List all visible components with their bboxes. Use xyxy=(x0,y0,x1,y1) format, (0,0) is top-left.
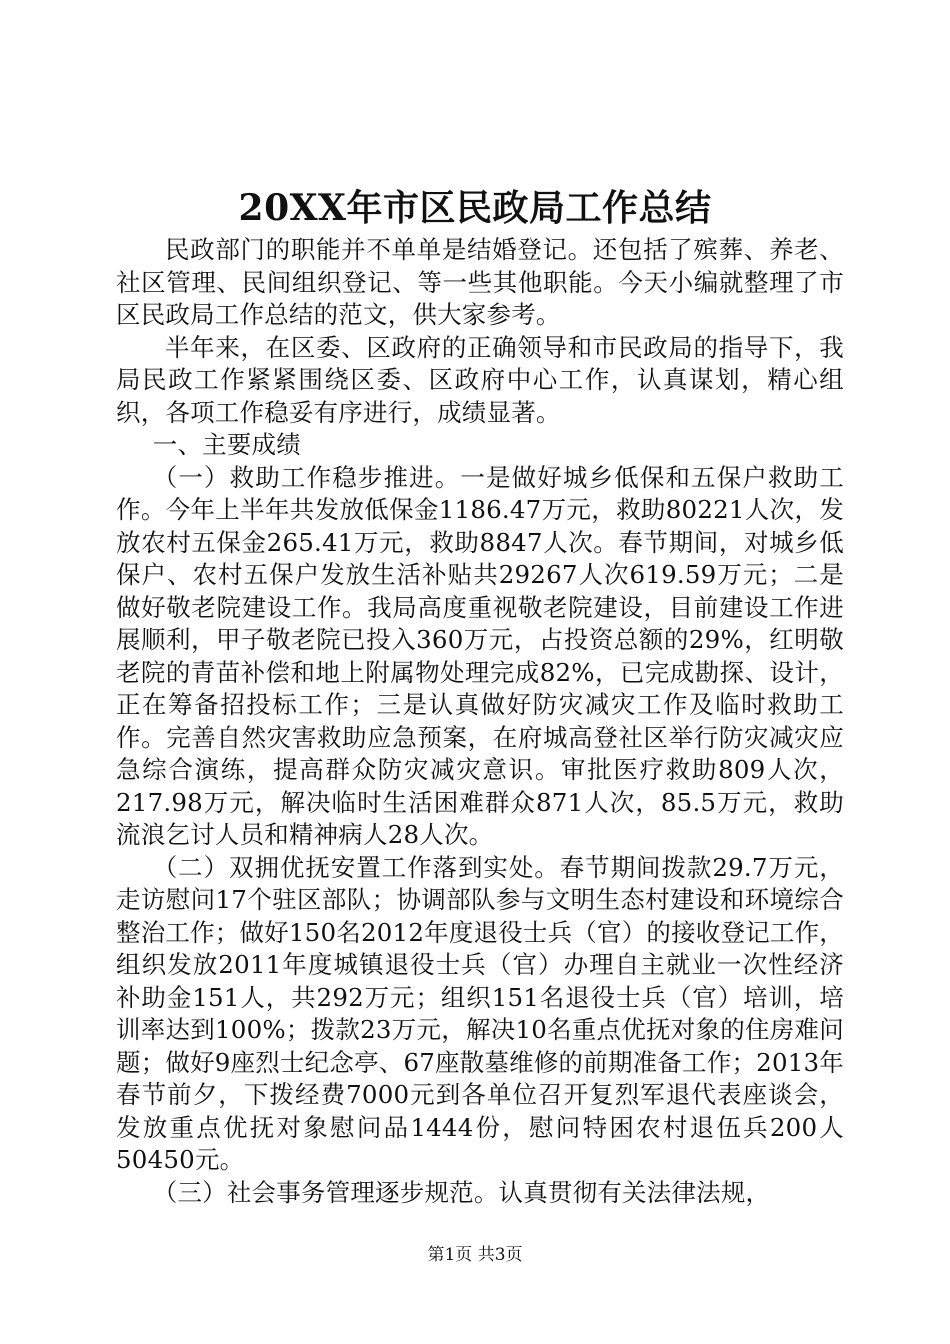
page-footer: 第1页 共3页 xyxy=(427,1245,523,1265)
section-heading-main-achievements: 一、主要成绩 xyxy=(152,430,301,459)
social-affairs-paragraph: （三）社会事务管理逐步规范。认真贯彻有关法律法规， xyxy=(152,1177,771,1207)
summary-paragraph: 半年来，在区委、区政府的正确领导和市民政局的指导下，我局民政工作紧紧围绕区委、区政府中心工作，认真谋划，精心组织，各项工作稳妥有序进行，成绩显著。 xyxy=(116,332,844,427)
relief-work-paragraph: （一）救助工作稳步推进。一是做好城乡低保和五保户救助工作。今年上半年共发放低保金1186.47万元，救助80221人次，发放农村五保金265.41万元，救助8847人次。春节期间，对城乡低保户、农村五保户发放生活补贴共29267人次619.59万元；二是做好敬老院建设工作。我局高度重视敬老院建设，目前建设工作进展顺利，甲子敬老院已投入360万元，占投资总额的29%，红明敬老院的青苗补偿和地上附属物处理完成82%，已完成勘探、设计，正在筹备招投标工作；三是认真做好防灾减灾工作及临时救助工作。完善自然灾害救助应急预案，在府城高登社区举行防灾减灾应急综合演练，提高群众防灾减灾意识。审批医疗救助809人次，217.98万元，解决临时生活困难群众871人次，85.5万元，救助流浪乞讨人员和精神病人28人次。 xyxy=(116,462,844,849)
document-title: 20XX年市区民政局工作总结 xyxy=(238,187,712,229)
military-support-paragraph: （二）双拥优抚安置工作落到实处。春节期间拨款29.7万元，走访慰问17个驻区部队；协调部队参与文明生态村建设和环境综合整治工作；做好150名2012年度退役士兵（官）的接收登记工作，组织发放2011年度城镇退役士兵（官）办理自主就业一次性经济补助金151人，共292万元；组织151名退役士兵（官）培训，培训率达到100%；拨款23万元，解决10名重点优抚对象的住房难问题；做好9座烈士纪念亭、67座散墓维修的前期准备工作；2013年春节前夕，下拨经费7000元到各单位召开复烈军退代表座谈会，发放重点优抚对象慰问品1444份，慰问特困农村退伍兵200人50450元。 xyxy=(116,852,845,1174)
document-body xyxy=(116,234,844,1209)
intro-paragraph: 民政部门的职能并不单单是结婚登记。还包括了殡葬、养老、社区管理、民间组织登记、等一些其他职能。今天小编就整理了市区民政局工作总结的范文，供大家参考。 xyxy=(116,235,844,329)
